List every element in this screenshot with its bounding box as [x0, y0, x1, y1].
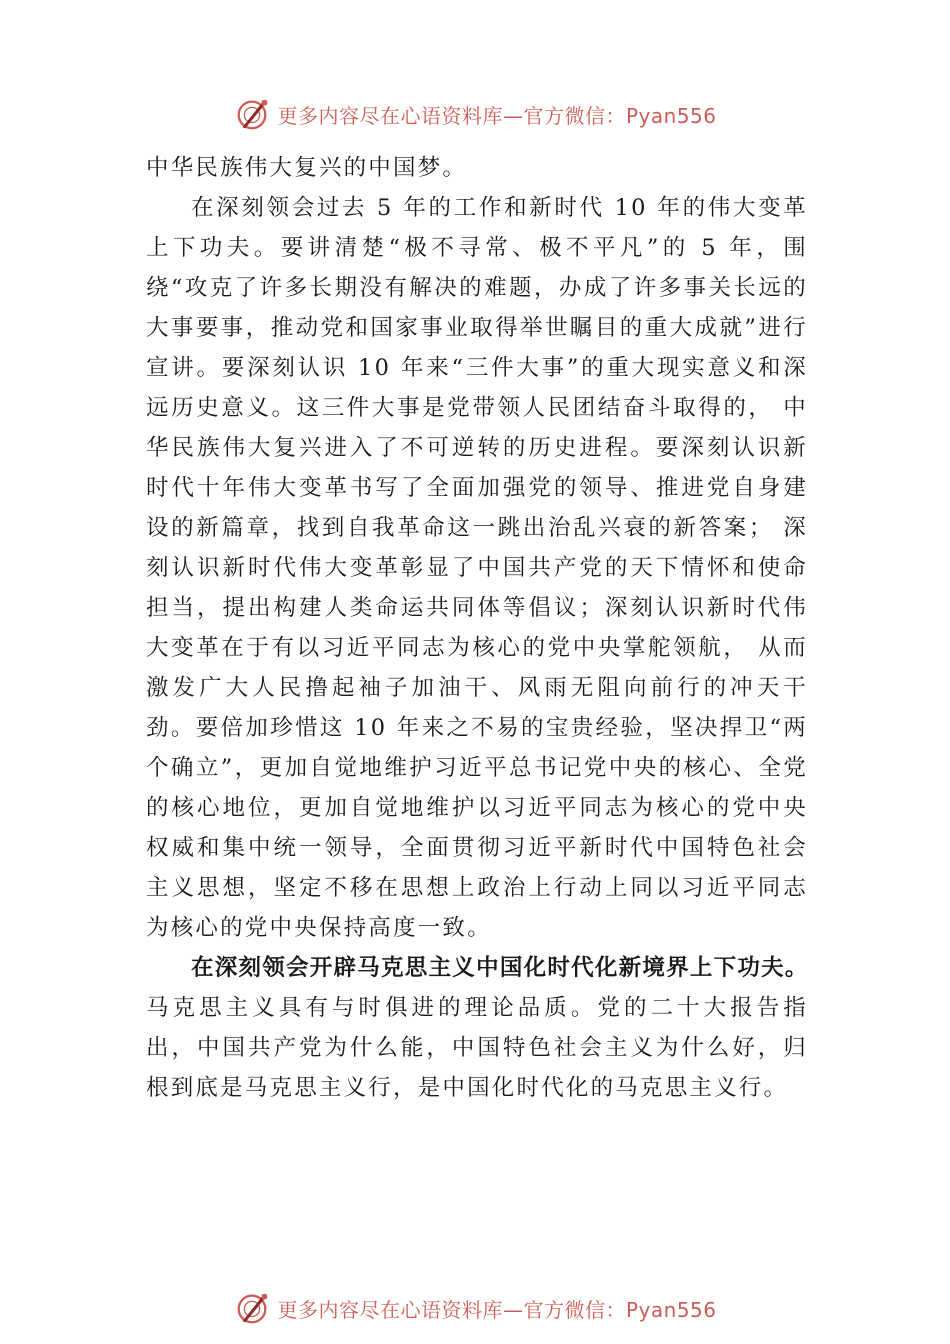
footer-banner-text: 更多内容尽在心语资料库—官方微信：Pyan556	[277, 1297, 717, 1322]
paragraph-3-heading: 在深刻领会开辟马克思主义中国化时代化新境界上下功夫。	[191, 955, 808, 981]
quill-logo-icon	[233, 1289, 271, 1327]
header-banner-text: 更多内容尽在心语资料库—官方微信：Pyan556	[277, 103, 717, 128]
quill-logo-icon	[233, 95, 271, 133]
paragraph-1: 中华民族伟大复兴的中国梦。	[146, 155, 468, 181]
header-banner	[0, 94, 950, 134]
paragraph-2: 在深刻领会过去 5 年的工作和新时代 10 年的伟大变革上下功夫。要讲清楚“极不寻常、极不平凡”的 5 年，围绕“攻克了许多长期没有解决的难题，办成了许多事关长远的大事要事，推动党和国家事业取得举世瞩目的重大成就”进行宣讲。要深刻认识 10 年来“三件大事”的重大现实意义和深远历史意义。这三件大事是党带领人民团结奋斗取得的， 中华民族伟大复兴进入了不可逆转的历史进程。要深刻认识新时代十年伟大变革书写了全面加强党的领导、推进党自身建设的新篇章，找到自我革命这一跳出治乱兴衰的新答案； 深刻认识新时代伟大变革彰显了中国共产党的天下情怀和使命担当，提出构建人类命运共同体等倡议；深刻认识新时代伟大变革在于有以习近平同志为核心的党中央掌舵领航， 从而激发广大人民撸起袖子加油干、风雨无阻向前行的冲天干劲。要倍加珍惜这 10 年来之不易的宝贵经验，坚决捍卫“两个确立”，更加自觉地维护习近平总书记党中央的核心、全党的核心地位，更加自觉地维护以习近平同志为核心的党中央权威和集中统一领导，全面贯彻习近平新时代中国特色社会主义思想，坚定不移在思想上政治上行动上同以习近平同志为核心的党中央保持高度一致。	[146, 195, 808, 941]
document-body	[146, 148, 808, 1108]
footer-banner	[0, 1288, 950, 1328]
paragraph-3	[146, 948, 808, 1108]
paragraph-3-text: 马克思主义具有与时俱进的理论品质。党的二十大报告指出，中国共产党为什么能，中国特色社会主义为什么好，归根到底是马克思主义行，是中国化时代化的马克思主义行。	[146, 995, 808, 1101]
